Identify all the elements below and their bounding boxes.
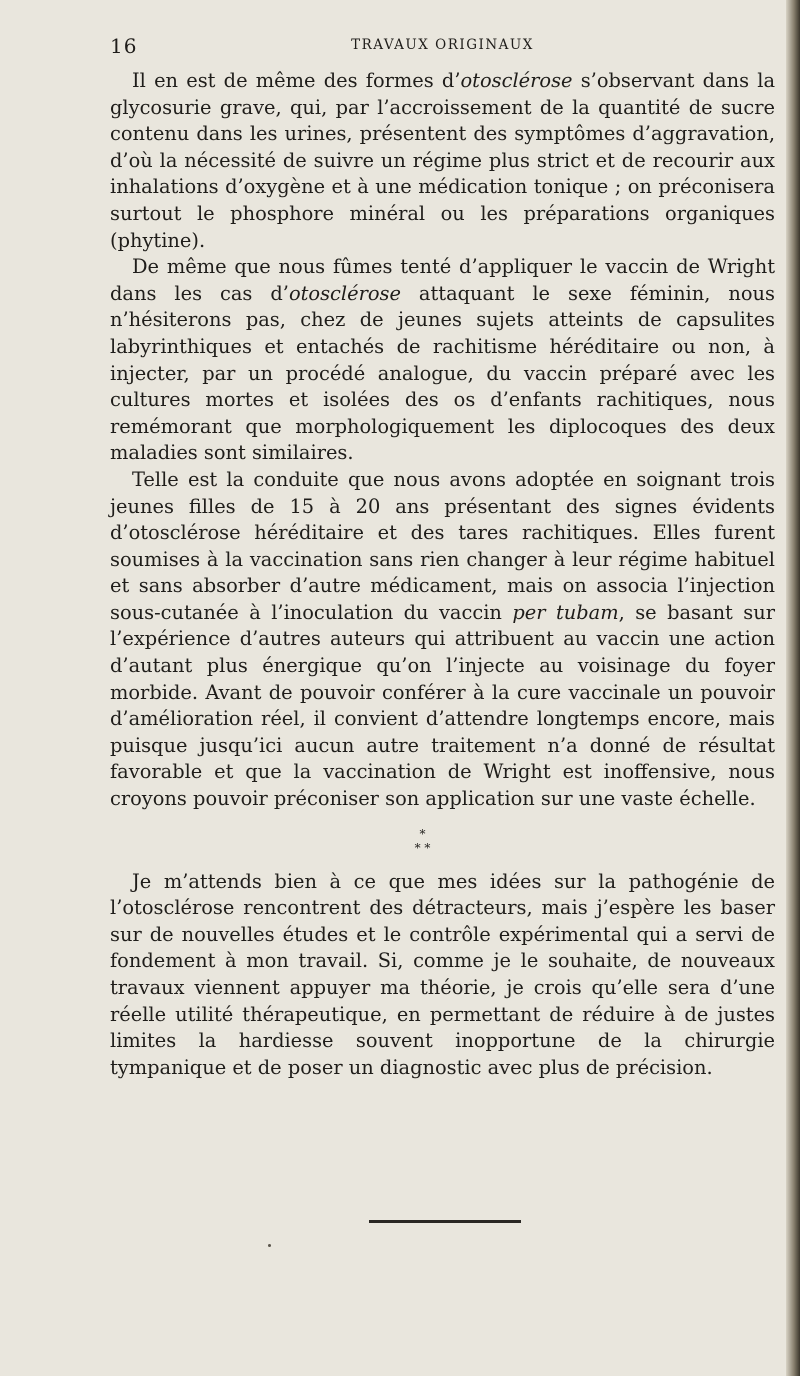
page-header	[110, 34, 775, 60]
paragraph	[110, 467, 775, 813]
paragraph	[110, 254, 775, 467]
closing-rule	[369, 1220, 521, 1223]
asterism-top: *	[419, 826, 426, 841]
asterism-separator	[110, 827, 775, 855]
text-run: attaquant le sexe féminin, nous n’hésiterons pas, chez de jeunes sujets atteints de capsulites labyrinthiques et entachés de rachitisme héréditaire ou non, à injecter, par un procédé analogue, du vaccin préparé avec les cultures mortes et isolées des os d’enfants rachitiques, nous remémorant que morphologiquement les diplocoques des deux maladies sont similaires.	[110, 281, 775, 465]
italic-term: otosclérose	[460, 69, 573, 92]
text-run: De même que nous fûmes tenté d’appliquer le vaccin de Wright dans les cas d’	[110, 255, 775, 305]
italic-term: per tubam	[512, 600, 619, 624]
paragraph	[110, 68, 775, 254]
running-title: TRAVAUX ORIGINAUX	[351, 37, 534, 53]
paper-speck	[268, 1244, 271, 1247]
text-run: Il en est de même des formes d’	[132, 69, 461, 92]
paragraph	[110, 869, 775, 1082]
page-number: 16	[110, 34, 138, 58]
text-run: Je m’attends bien à ce que mes idées sur la pathogénie de l’otosclérose rencontrent des détracteurs, mais j’espère les baser sur de nouvelles études et le contrôle expérimental qui a servi de fondement à mon travail. Si, comme je le souhaite, de nouveaux travaux viennent appuyer ma théorie, je crois qu’elle sera d’une réelle utilité thérapeutique, en permettant de réduire à de justes limites la hardiesse souvent inopportune de la chirurgie tympanique et de poser un diagnostic avec plus de précision.	[110, 869, 775, 1079]
italic-term: otosclérose	[288, 281, 401, 305]
text-run: , se basant sur l’expérience d’autres auteurs qui attribuent au vaccin une action d’autant plus énergique qu’on l’injecte au voisinage du foyer morbide. Avant de pouvoir conférer à la cure vaccinale un pouvoir d’amélioration réel, il convient d’attendre longtemps encore, mais puisque jusqu’ici aucun autre traitement n’a donné de résultat favorable et que la vaccination de Wright est inoffensive, nous croyons pouvoir préconiser son application sur une vaste échelle.	[110, 600, 775, 811]
text-run: s’observant dans la glycosurie grave, qui, par l’accroissement de la quantité de sucre contenu dans les urines, présentent des symptômes d’aggravation, d’où la nécessité de suivre un régime plus strict et de recourir aux inhalations d’oxygène et à une médication tonique ; on préconisera surtout le phosphore minéral ou les préparations organiques (phytine).	[110, 69, 776, 252]
asterism-bottom: * *	[414, 840, 431, 855]
page-edge-shadow	[786, 0, 800, 1376]
text-run: Telle est la conduite que nous avons adoptée en soignant trois jeunes filles de 15 à 20 ans présentant des signes évidents d’otosclérose héréditaire et des tares rachitiques. Elles furent soumises à la vaccination sans rien changer à leur régime habituel et sans absorber d’autre médicament, mais on associa l’injection sous-cutanée à l’inoculation du vaccin	[110, 467, 775, 624]
body-text	[110, 68, 775, 1081]
